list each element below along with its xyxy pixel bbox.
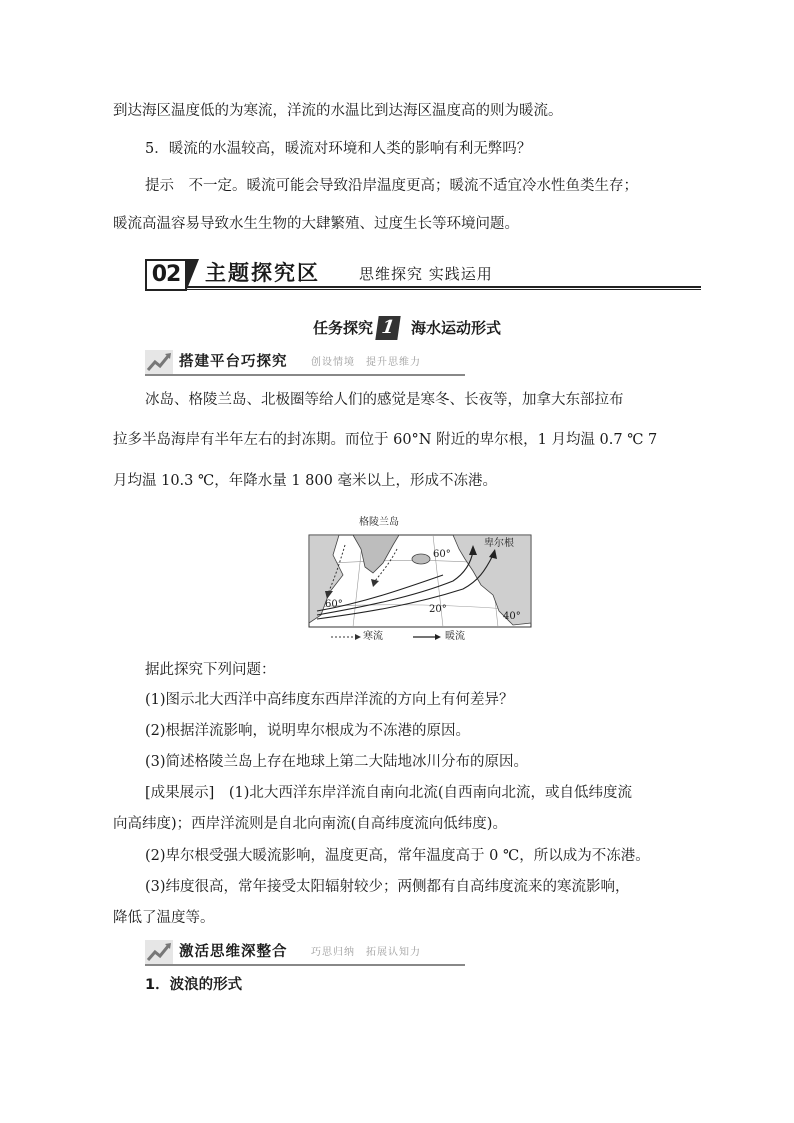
task-title xyxy=(313,316,501,340)
legend-warm: 暖流 xyxy=(445,631,465,642)
subsection-hint: 创设情境 提升思维力 xyxy=(311,357,421,368)
answer-1-cont: 向高纬度)；西岸洋流则是自北向南流(自高纬度流向低纬度)。 xyxy=(113,816,507,832)
section-banner xyxy=(145,257,701,291)
subsection-header xyxy=(145,940,465,966)
legend-cold: 寒流 xyxy=(363,631,383,642)
hint-line: 暖流高温容易导致水生生物的大肆繁殖、过度生长等环境问题。 xyxy=(113,216,519,232)
iceland-shape xyxy=(412,554,430,564)
subsection-hint: 巧思归纳 拓展认知力 xyxy=(311,947,421,958)
subsection-rule xyxy=(145,374,465,376)
answer-2: (2)卑尔根受强大暖流影响，温度更高，常年温度高于 0 ℃，所以成为不冻港。 xyxy=(145,848,650,864)
answer-1 xyxy=(145,783,735,803)
label-lon-20: 20° xyxy=(429,604,447,615)
label-lat-60-right: 60° xyxy=(433,549,451,560)
banner-wedge xyxy=(187,259,199,289)
map-drawing xyxy=(303,515,535,645)
banner-rule xyxy=(187,286,701,288)
questions-lead: 据此探究下列问题： xyxy=(145,662,276,678)
passage-line: 月均温 10.3 ℃，年降水量 1 800 毫米以上，形成不冻港。 xyxy=(113,473,497,489)
question-5: 5．暖流的水温较高，暖流对环境和人类的影响有利无弊吗？ xyxy=(145,141,532,157)
answer-1-text: (1)北大西洋东岸洋流自南向北流(自西南向北流，或自低纬度流 xyxy=(214,785,633,801)
section-number: 02 xyxy=(145,259,187,291)
label-greenland: 格陵兰岛 xyxy=(359,517,399,528)
label-lat-60-left: 60° xyxy=(325,599,343,610)
answer-3-cont: 降低了温度等。 xyxy=(113,910,215,926)
subsection-label: 激活思维深整合 xyxy=(179,944,288,960)
passage-line: 拉多半岛海岸有半年左右的封冻期。而位于 60°N 附近的卑尔根，1 月均温 0.7 ℃ 7 xyxy=(113,432,658,448)
hint-line: 提示 不一定。暖流可能会导致沿岸温度更高；暖流不适宜冷水性鱼类生存； xyxy=(145,178,638,194)
section-subtitle: 思维探究 实践运用 xyxy=(359,265,493,283)
label-lat-40: 40° xyxy=(503,611,521,622)
answer-3: (3)纬度很高，常年接受太阳辐射较少；两侧都有自高纬度流来的寒流影响， xyxy=(145,879,630,895)
task-number-badge: 1 xyxy=(375,316,400,340)
section-title: 主题探究区 xyxy=(205,261,320,285)
next-item: 1．波浪的形式 xyxy=(145,977,243,993)
trend-chart-icon xyxy=(145,350,173,374)
results-label: [成果展示] xyxy=(145,785,215,801)
question-item: (3)简述格陵兰岛上存在地球上第二大陆地冰川分布的原因。 xyxy=(145,754,529,770)
task-prefix: 任务探究 xyxy=(313,319,374,337)
subsection-header xyxy=(145,350,465,376)
question-item: (1)图示北大西洋中高纬度东西岸洋流的方向上有何差异？ xyxy=(145,692,514,708)
subsection-label: 搭建平台巧探究 xyxy=(179,354,288,370)
trend-chart-icon xyxy=(145,940,173,964)
question-item: (2)根据洋流影响，说明卑尔根成为不冻港的原因。 xyxy=(145,723,471,739)
banner-rule-thin xyxy=(187,289,701,290)
intro-line: 到达海区温度低的为寒流，洋流的水温比到达海区温度高的则为暖流。 xyxy=(113,103,563,119)
ocean-current-map xyxy=(303,515,535,645)
task-name: 海水运动形式 xyxy=(411,319,502,337)
passage-line: 冰岛、格陵兰岛、北极圈等给人们的感觉是寒冬、长夜等，加拿大东部拉布 xyxy=(145,392,624,408)
label-bergen: 卑尔根 xyxy=(484,538,514,549)
subsection-rule xyxy=(145,964,465,966)
